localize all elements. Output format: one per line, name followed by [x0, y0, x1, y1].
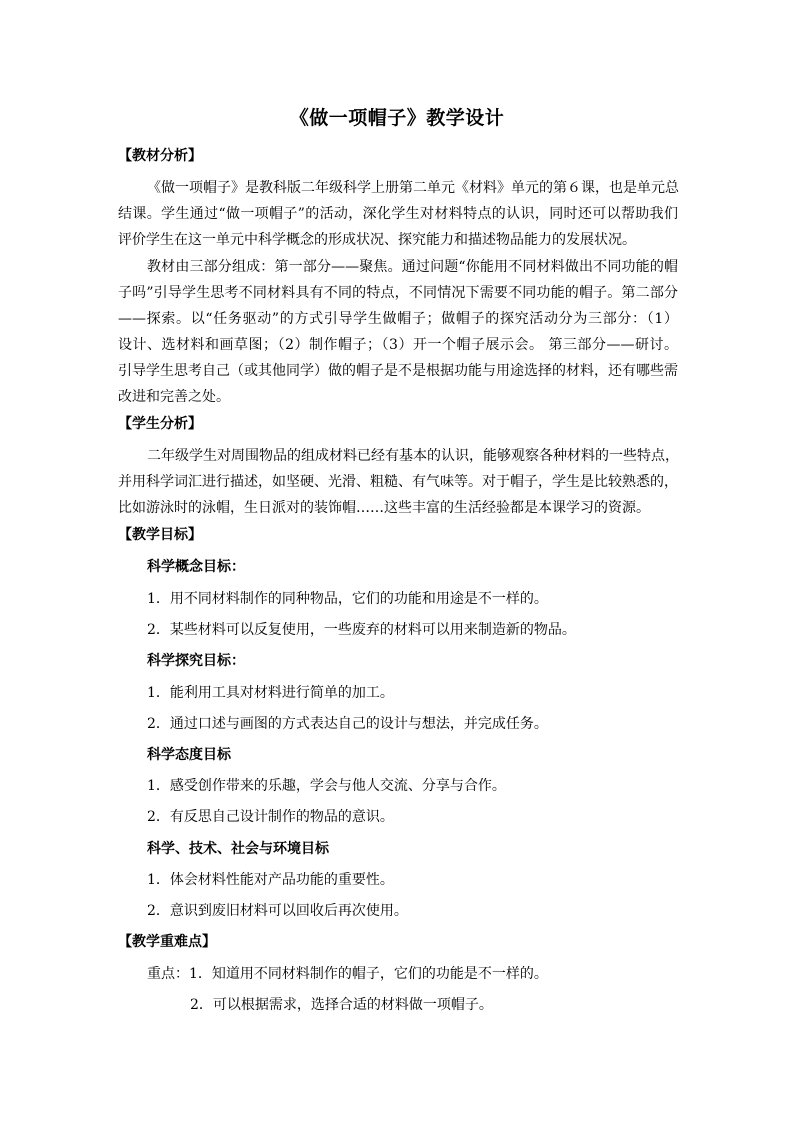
- goal-item: 1．感受创作带来的乐趣，学会与他人交流、分享与合作。: [147, 778, 506, 794]
- paragraph-line: ——探索。以“任务驱动”的方式引导学生做帽子；做帽子的探究活动分为三部分：（1）: [118, 311, 678, 327]
- paragraph-line: 设计、选材料和画草图；（2）制作帽子；（3）开一个帽子展示会。 第三部分——研讨。: [118, 337, 678, 353]
- section-heading-teaching-goals: 【教学目标】: [118, 527, 202, 543]
- goal-item: 2．有反思自己设计制作的物品的意识。: [147, 809, 394, 825]
- key-point-line: 2．可以根据需求，选择合适的材料做一项帽子。: [190, 997, 493, 1013]
- section-heading-textbook-analysis: 【教材分析】: [118, 148, 202, 164]
- section-heading-student-analysis: 【学生分析】: [118, 416, 202, 432]
- paragraph-line: 《做一项帽子》是教科版二年级科学上册第二单元《材料》单元的第６课，也是单元总: [147, 180, 679, 196]
- goal-subheading-stse: 科学、技术、社会与环境目标: [147, 841, 329, 857]
- goal-subheading-concept: 科学概念目标：: [147, 559, 245, 575]
- goal-item: 2．某些材料可以反复使用，一些废弃的材料可以用来制造新的物品。: [147, 622, 576, 638]
- goal-item: 2．意识到废旧材料可以回收后再次使用。: [147, 903, 408, 919]
- paragraph-line: 比如游泳时的泳帽，生日派对的装饰帽……这些丰富的生活经验都是本课学习的资源。: [118, 500, 650, 516]
- goal-item: 2．通过口述与画图的方式表达自己的设计与想法，并完成任务。: [147, 716, 548, 732]
- document-title: 《做一项帽子》教学设计: [289, 107, 505, 129]
- goal-item: 1．用不同材料制作的同种物品，它们的功能和用途是不一样的。: [147, 591, 548, 607]
- paragraph-line: 并用科学词汇进行描述，如坚硬、光滑、粗糙、有气味等。对于帽子，学生是比较熟悉的，: [118, 474, 678, 490]
- section-heading-key-points: 【教学重难点】: [118, 934, 216, 950]
- paragraph-line: 二年级学生对周围物品的组成材料已经有基本的认识，能够观察各种材料的一些特点，: [147, 448, 679, 464]
- paragraph-line: 评价学生在这一单元中科学概念的形成状况、探究能力和描述物品能力的发展状况。: [118, 232, 636, 248]
- paragraph-line: 子吗”引导学生思考不同材料具有不同的特点，不同情况下需要不同功能的帽子。第二部分: [118, 285, 678, 301]
- goal-subheading-inquiry: 科学探究目标：: [147, 653, 245, 669]
- paragraph-line: 引导学生思考自己（或其他同学）做的帽子是不是根据功能与用途选择的材料，还有哪些需: [118, 363, 678, 379]
- goal-item: 1．能利用工具对材料进行简单的加工。: [147, 685, 394, 701]
- paragraph-line: 教材由三部分组成：第一部分——聚焦。通过问题“你能用不同材料做出不同功能的帽: [147, 259, 678, 275]
- goal-subheading-attitude: 科学态度目标: [147, 747, 231, 763]
- paragraph-line: 改进和完善之处。: [118, 389, 230, 405]
- key-point-line: 重点：1．知道用不同材料制作的帽子，它们的功能是不一样的。: [147, 966, 548, 982]
- paragraph-line: 结课。学生通过“做一项帽子”的活动，深化学生对材料特点的认识，同时还可以帮助我们: [118, 206, 678, 222]
- goal-item: 1．体会材料性能对产品功能的重要性。: [147, 872, 394, 888]
